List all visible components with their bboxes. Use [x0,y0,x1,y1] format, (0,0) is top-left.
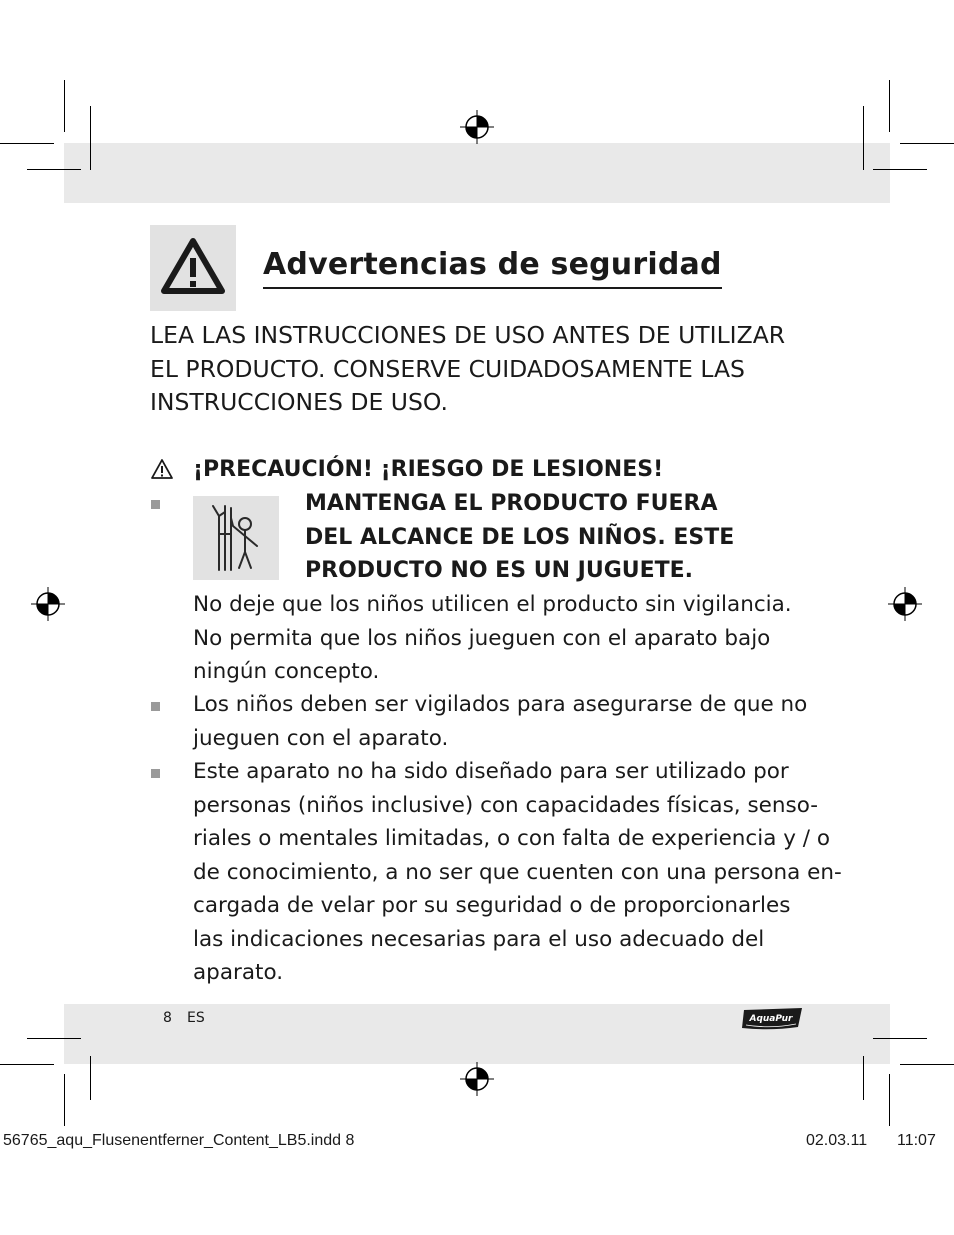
children-text-line: ningún concepto. [193,659,380,684]
list-bullet [151,769,160,778]
aquapur-logo [740,1007,804,1031]
children-warning-line: MANTENGA EL PRODUCTO FUERA [305,491,718,516]
children-warning-line: PRODUCTO NO ES UN JUGUETE. [305,558,694,583]
registration-mark-icon [460,110,494,144]
crop-mark [27,1038,81,1039]
child-icon-box [193,496,279,580]
children-text-line: No deje que los niños utilicen el producto sin vigilancia. [193,592,792,617]
list-item-line: aparato. [193,960,284,985]
list-item-line: de conocimiento, a no ser que cuenten con una persona en- [193,859,842,885]
header-band [64,143,890,203]
crop-mark [64,1074,65,1126]
children-text [193,588,792,689]
child-at-window-icon [193,496,279,580]
crop-mark [900,143,954,144]
list-item [193,755,842,990]
crop-mark [889,1074,890,1126]
language-code: ES [187,1010,205,1026]
intro-line: EL PRODUCTO. CONSERVE CUIDADOSAMENTE LAS [150,354,745,383]
slug-time: 11:07 [897,1132,936,1149]
crop-mark [863,1056,864,1100]
list-item-line: riales o mentales limitadas, o con falta de experiencia y / o [193,826,831,851]
list-item-line: Este aparato no ha sido diseñado para ser utilizado por [193,759,789,784]
list-item-line: cargada de velar por su seguridad o de proporcionarles [193,893,791,918]
children-warning-line: DEL ALCANCE DE LOS NIÑOS. ESTE [305,524,735,550]
warning-triangle-icon [150,225,236,311]
list-item [193,688,807,755]
slug-filename: 56765_aqu_Flusenentferner_Content_LB5.indd 8 [3,1132,355,1149]
intro-text [150,319,830,420]
list-item-line: personas (niños inclusive) con capacidades físicas, senso- [193,792,819,818]
warning-icon-box [150,225,236,311]
registration-mark-icon [460,1062,494,1096]
intro-line: LEA LAS INSTRUCCIONES DE USO ANTES DE UTILIZAR [150,321,786,349]
crop-mark [873,1038,927,1039]
slug-date: 02.03.11 [806,1132,868,1149]
caution-heading: ¡PRECAUCIÓN! ¡RIESGO DE LESIONES! [193,457,664,482]
crop-mark [863,106,864,170]
page-number: 8 [163,1010,172,1026]
crop-mark [0,143,54,144]
children-text-line: No permita que los niños jueguen con el aparato bajo [193,625,771,651]
crop-mark [64,80,65,132]
crop-mark [900,1064,954,1065]
crop-mark [90,106,91,170]
registration-mark-icon [888,587,922,621]
warning-triangle-icon [150,458,174,480]
list-item-line: jueguen con el aparato. [193,725,449,751]
list-bullet [151,500,160,509]
intro-line: INSTRUCCIONES DE USO. [150,388,448,416]
crop-mark [90,1056,91,1100]
crop-mark [889,80,890,132]
crop-mark [27,169,81,170]
list-item-line: Los niños deben ser vigilados para asegurarse de que no [193,692,808,717]
list-bullet [151,702,160,711]
page-title: Advertencias de seguridad [263,246,722,289]
crop-mark [0,1064,54,1065]
list-item-line: las indicaciones necesarias para el uso adecuado del [193,926,765,952]
registration-mark-icon [31,587,65,621]
logo-text: AquaPur [749,1014,793,1024]
crop-mark [873,169,927,170]
children-warning [305,487,734,588]
